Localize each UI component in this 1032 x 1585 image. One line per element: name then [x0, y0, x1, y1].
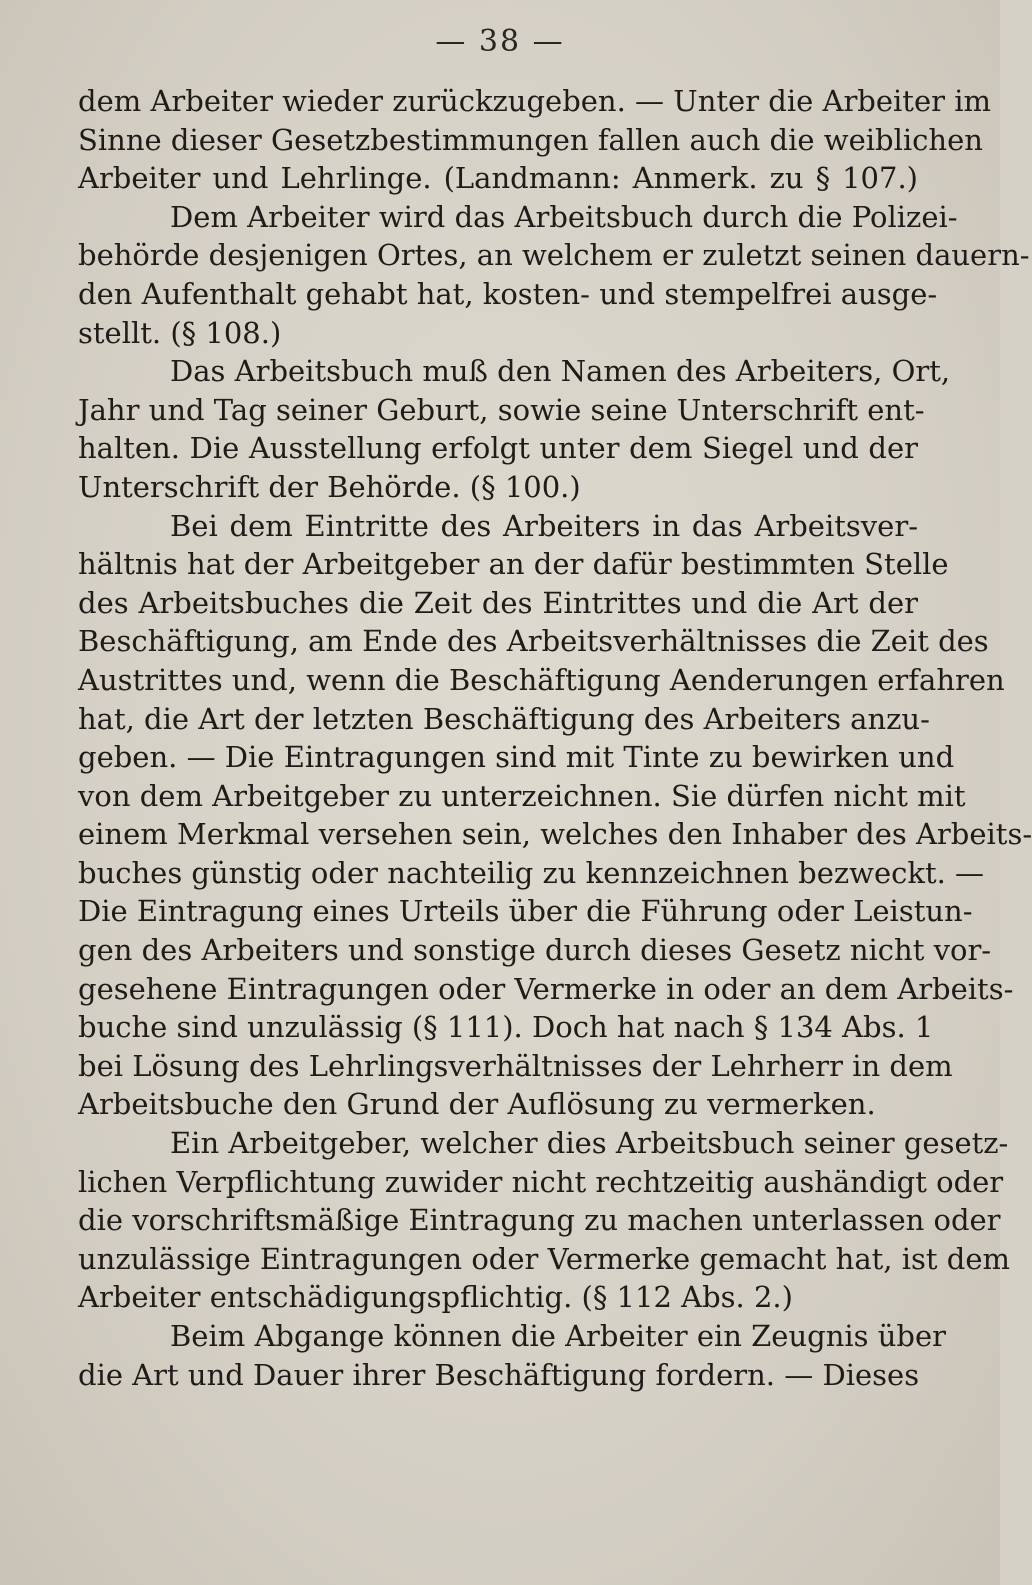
text-line: des Arbeitsbuches die Zeit des Eintrittes und die Art der	[78, 585, 918, 620]
text-line: stellt. (§ 108.)	[78, 315, 282, 350]
text-line: behörde desjenigen Ortes, an welchem er zuletzt seinen dauern-	[78, 238, 1030, 273]
text-line: hat, die Art der letzten Beschäftigung des Arbeiters anzu-	[78, 701, 930, 736]
text-line: Arbeitsbuche den Grund der Auflösung zu vermerken.	[78, 1087, 876, 1122]
text-line: dem Arbeiter wieder zurückzugeben. — Unter die Arbeiter im	[78, 84, 991, 118]
text-line: die Art und Dauer ihrer Beschäftigung fordern. — Dieses	[78, 1357, 920, 1392]
text-line: Ein Arbeitgeber, welcher dies Arbeitsbuch seiner gesetz-	[170, 1126, 1009, 1161]
text-line: Dem Arbeiter wird das Arbeitsbuch durch die Polizei-	[170, 199, 958, 234]
text-line: unzulässige Eintragungen oder Vermerke gemacht hat, ist dem	[78, 1241, 1010, 1276]
text-line: buches günstig oder nachteilig zu kennzeichnen bezweckt. —	[78, 855, 985, 890]
body-text	[78, 82, 1032, 1394]
text-line: hältnis hat der Arbeitgeber an der dafür bestimmten Stelle	[78, 547, 949, 582]
text-line: halten. Die Ausstellung erfolgt unter dem Siegel und der	[78, 431, 918, 466]
text-line: die vorschriftsmäßige Eintragung zu machen unterlassen oder	[78, 1203, 1001, 1238]
text-line: Sinne dieser Gesetzbestimmungen fallen auch die weiblichen	[78, 122, 983, 157]
text-line: Das Arbeitsbuch muß den Namen des Arbeiters, Ort,	[170, 354, 951, 389]
text-line: Arbeiter entschädigungspflichtig. (§ 112 Abs. 2.)	[78, 1280, 793, 1315]
text-line: Die Eintragung eines Urteils über die Führung oder Leistun-	[78, 894, 973, 929]
text-line: einem Merkmal versehen sein, welches den Inhaber des Arbeits-	[78, 817, 1032, 852]
text-line: gen des Arbeiters und sonstige durch dieses Gesetz nicht vor-	[78, 933, 992, 968]
text-line: gesehene Eintragungen oder Vermerke in oder an dem Arbeits-	[78, 971, 1014, 1006]
text-line: buche sind unzulässig (§ 111). Doch hat nach § 134 Abs. 1	[78, 1010, 934, 1045]
text-line: lichen Verpflichtung zuwider nicht rechtzeitig aushändigt oder	[78, 1164, 1004, 1199]
text-line: Arbeiter und Lehrlinge. (Landmann: Anmerk. zu § 107.)	[78, 161, 918, 196]
text-line: bei Lösung des Lehrlingsverhältnisses der Lehrherr in dem	[78, 1048, 953, 1083]
text-line: Beim Abgange können die Arbeiter ein Zeugnis über	[170, 1319, 947, 1353]
text-line: geben. — Die Eintragungen sind mit Tinte zu bewirken und	[78, 740, 955, 775]
text-line: Beschäftigung, am Ende des Arbeitsverhältnisses die Zeit des	[78, 624, 989, 659]
text-line: von dem Arbeitgeber zu unterzeichnen. Sie dürfen nicht mit	[78, 778, 966, 813]
text-line: Bei dem Eintritte des Arbeiters in das Arbeitsver-	[170, 508, 918, 543]
text-line: Unterschrift der Behörde. (§ 100.)	[78, 469, 581, 504]
page-number: — 38 —	[435, 24, 565, 59]
text-line: Austrittes und, wenn die Beschäftigung Aenderungen erfahren	[78, 662, 1005, 697]
text-line: den Aufenthalt gehabt hat, kosten- und stempelfrei ausge-	[78, 276, 938, 311]
text-line: Jahr und Tag seiner Geburt, sowie seine Unterschrift ent-	[78, 392, 925, 427]
